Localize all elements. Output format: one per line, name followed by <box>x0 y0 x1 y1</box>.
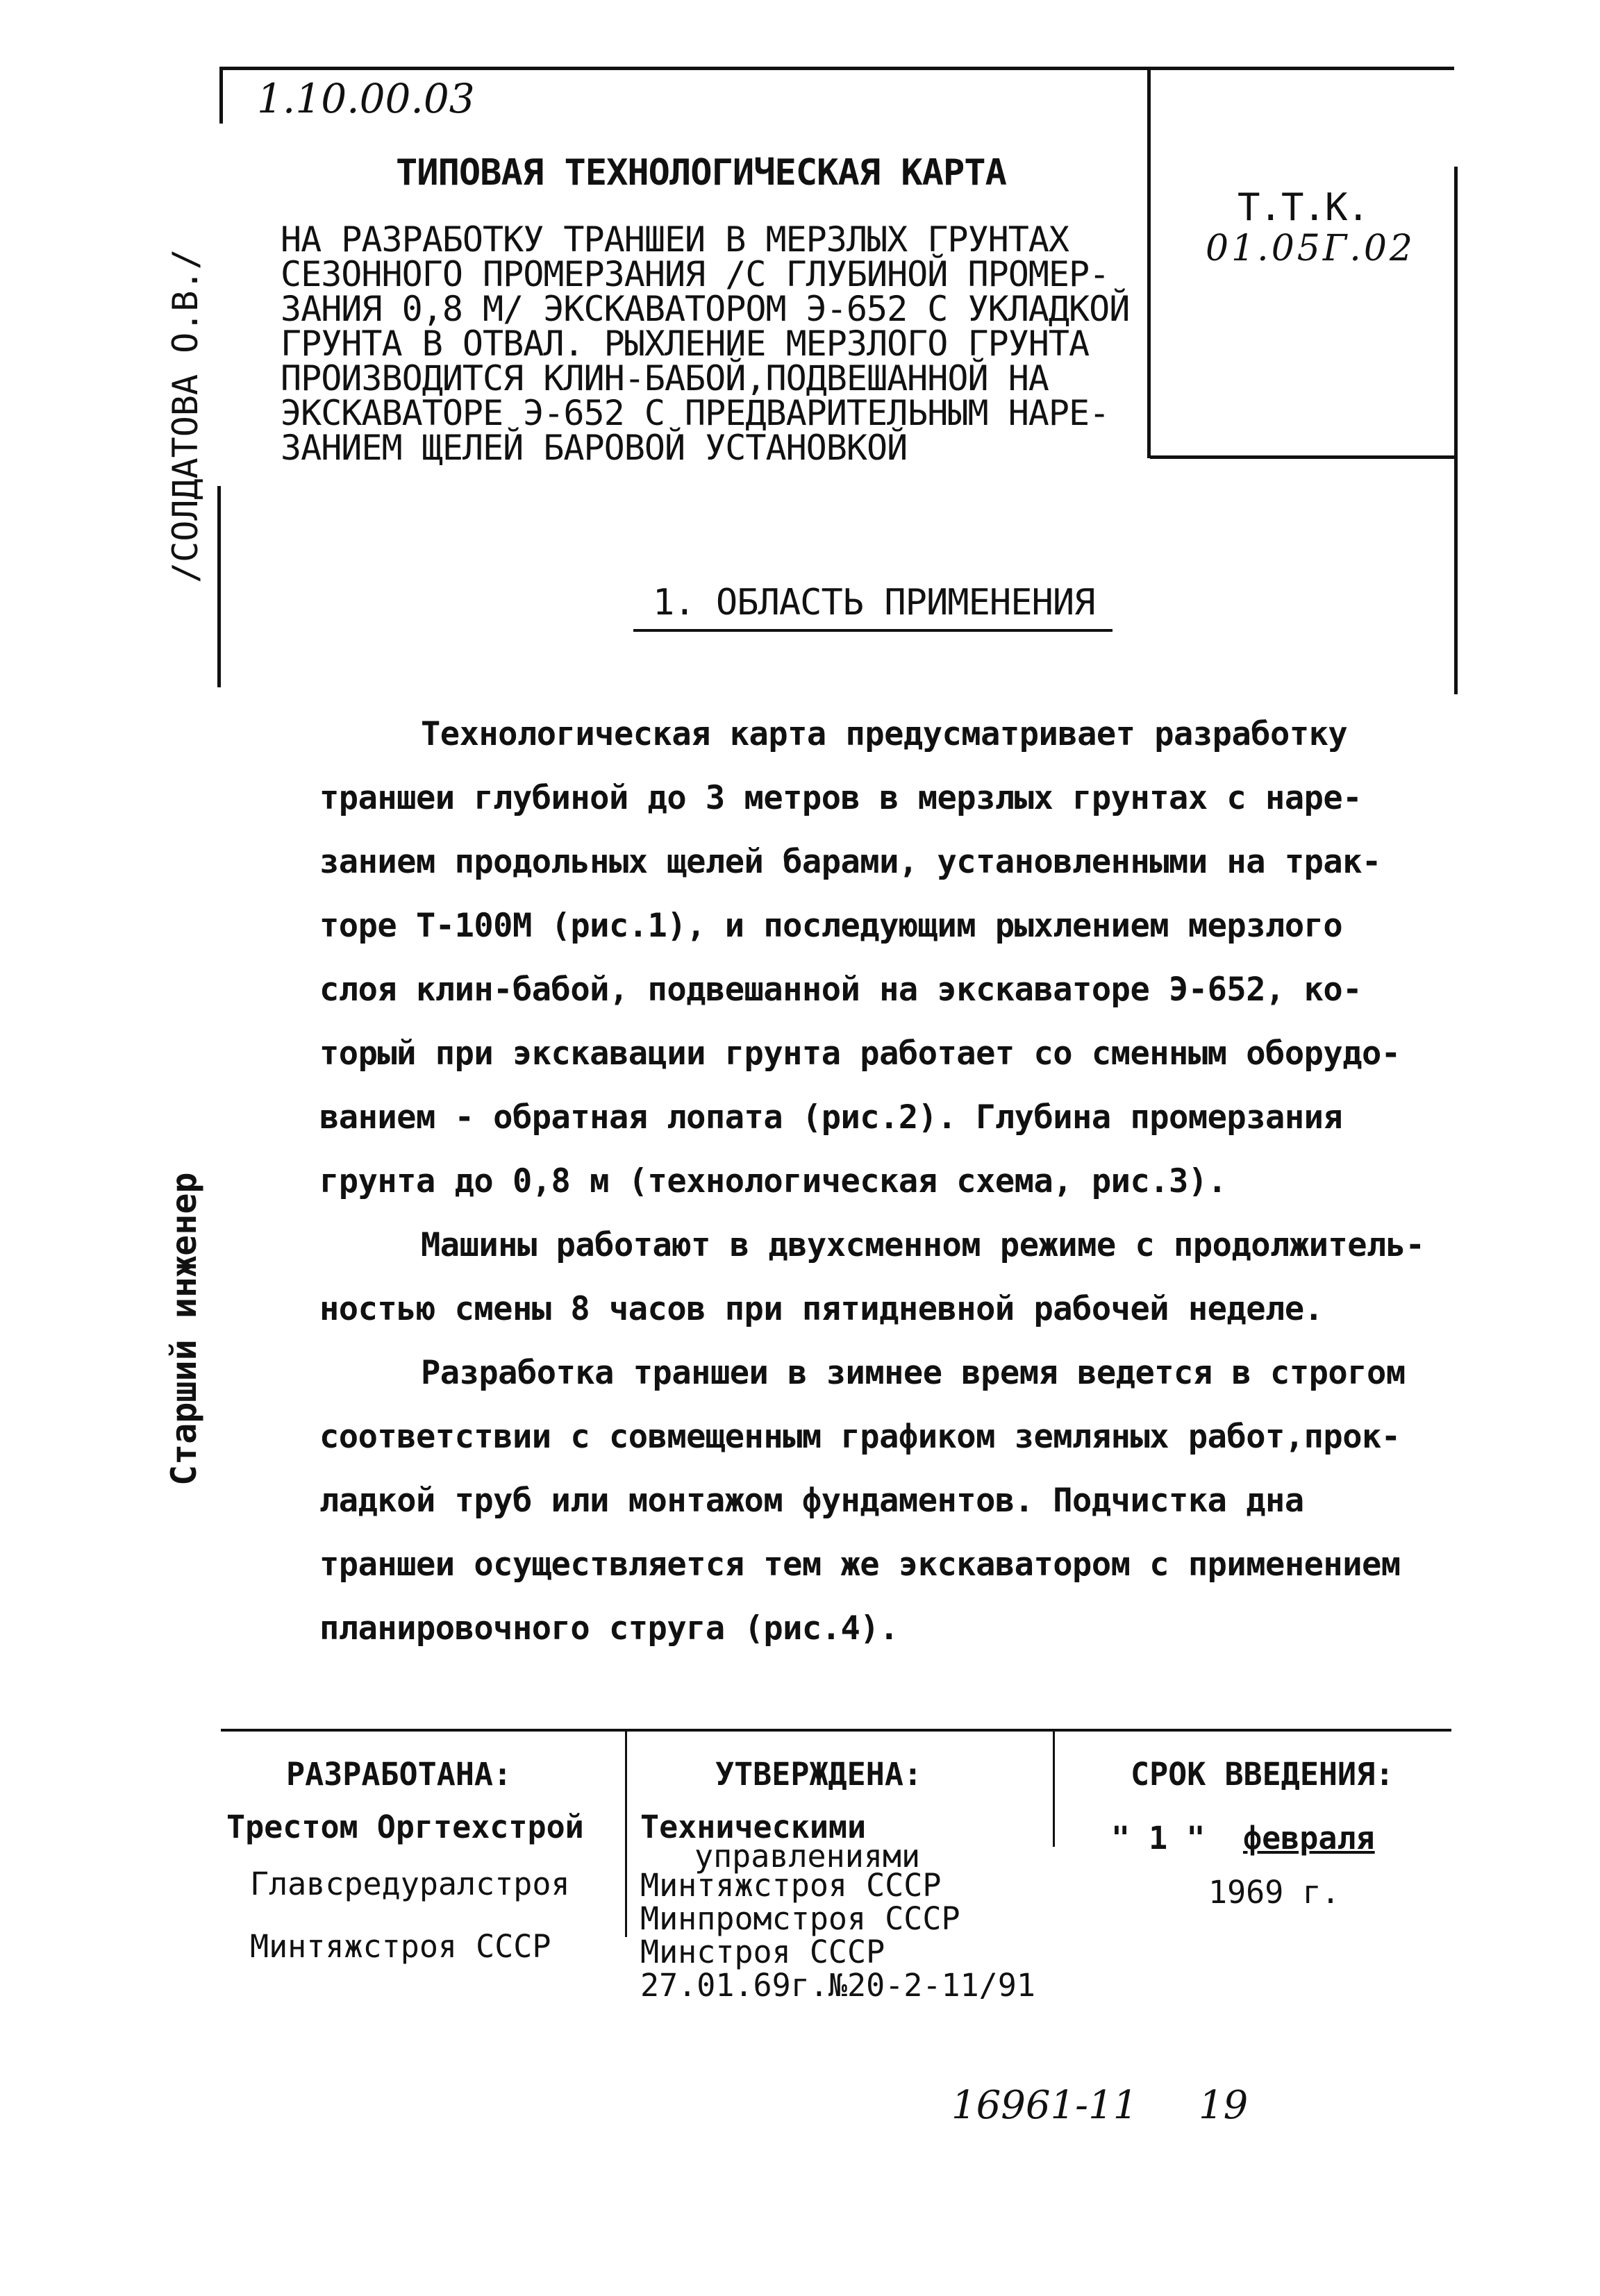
frame-right-line <box>1454 167 1458 694</box>
effective-month: февраля <box>1243 1820 1375 1857</box>
approved-line-6: 27.01.69г.№20-2-11/91 <box>640 1967 1035 2004</box>
title-main: ТИПОВАЯ ТЕХНОЛОГИЧЕСКАЯ КАРТА <box>396 152 1006 194</box>
effective-label: СРОК ВВЕДЕНИЯ: <box>1131 1756 1394 1793</box>
title-line-1: НА РАЗРАБОТКУ ТРАНШЕИ В МЕРЗЛЫХ ГРУНТАХ <box>281 219 1069 260</box>
page-ref-number: 19 <box>1199 2083 1249 2128</box>
developed-line-3: Минтяжстроя СССР <box>250 1928 551 1965</box>
approved-line-5: Минстроя СССР <box>640 1934 885 1970</box>
section-heading: 1. ОБЛАСТЬ ПРИМЕНЕНИЯ <box>653 582 1095 623</box>
title-line-3: ЗАНИЯ 0,8 М/ ЭКСКАВАТОРОМ Э-652 С УКЛАДКОЙ <box>281 289 1130 329</box>
body-line-15: планировочного струга (рис.4). <box>319 1609 899 1648</box>
body-line-1: Технологическая карта предусматривает разработку <box>421 715 1348 753</box>
section-heading-underline <box>633 629 1112 632</box>
footer-divider-1 <box>625 1729 627 1937</box>
body-line-8: грунта до 0,8 м (технологическая схема, рис.3). <box>319 1162 1227 1200</box>
footer-divider-2 <box>1053 1729 1055 1847</box>
body-line-5: слоя клин-бабой, подвешанной на экскаваторе Э-652, ко- <box>319 971 1362 1009</box>
body-line-11: Разработка траншеи в зимнее время ведется в строгом <box>421 1354 1406 1392</box>
side-role: Старший инженер <box>164 1172 204 1486</box>
frame-mid-line <box>1147 69 1151 458</box>
body-line-7: ванием - обратная лопата (рис.2). Глубина промерзания <box>319 1098 1343 1137</box>
title-line-2: СЕЗОННОГО ПРОМЕРЗАНИЯ /С ГЛУБИНОЙ ПРОМЕР- <box>281 254 1110 294</box>
effective-year: 1969 г. <box>1208 1874 1340 1911</box>
side-author: /СОЛДАТОВА О.В./ <box>165 249 206 583</box>
ttk-box-bottom-line <box>1150 455 1456 459</box>
body-line-14: траншеи осуществляется тем же экскаватором с применением <box>319 1545 1401 1584</box>
body-line-2: траншеи глубиной до 3 метров в мерзлых грунтах с наре- <box>319 779 1362 817</box>
approved-line-4: Минпромстроя СССР <box>640 1900 960 1937</box>
footer-top-line <box>221 1729 1451 1732</box>
body-line-3: занием продольных щелей барами, установленными на трак- <box>319 843 1381 881</box>
frame-top-line <box>221 67 1454 70</box>
title-line-4: ГРУНТА В ОТВАЛ. РЫХЛЕНИЕ МЕРЗЛОГО ГРУНТА <box>281 324 1090 364</box>
doc-code: 1.10.00.03 <box>257 75 475 122</box>
approved-line-3: Минтяжстроя СССР <box>640 1867 942 1904</box>
approved-line-2: управлениями <box>694 1838 921 1875</box>
body-line-12: соответствии с совмещенным графиком земляных работ,прок- <box>319 1418 1401 1456</box>
body-line-10: ностью смены 8 часов при пятидневной рабочей неделе. <box>319 1290 1324 1328</box>
body-line-13: ладкой труб или монтажом фундаментов. Подчистка дна <box>319 1482 1304 1520</box>
developed-line-2: Главсредуралстроя <box>250 1866 570 1902</box>
developed-label: РАЗРАБОТАНА: <box>286 1756 512 1793</box>
effective-day: " 1 " <box>1111 1820 1206 1857</box>
ttk-number: 01.05Г.02 <box>1206 228 1415 269</box>
title-line-6: ЭКСКАВАТОРЕ Э-652 С ПРЕДВАРИТЕЛЬНЫМ НАРЕ- <box>281 393 1110 433</box>
body-line-4: торе Т-100М (рис.1), и последующим рыхлением мерзлого <box>319 907 1343 945</box>
frame-left-line <box>219 67 223 124</box>
approved-line-1: Техническими <box>640 1809 867 1845</box>
title-line-5: ПРОИЗВОДИТСЯ КЛИН-БАБОЙ,ПОДВЕШАННОЙ НА <box>281 358 1049 399</box>
title-line-7: ЗАНИЕМ ЩЕЛЕЙ БАРОВОЙ УСТАНОВКОЙ <box>281 428 908 468</box>
approved-label: УТВЕРЖДЕНА: <box>715 1756 923 1793</box>
page-ref-code: 16961-11 <box>951 2083 1138 2128</box>
body-line-6: торый при экскавации грунта работает со сменным оборудо- <box>319 1034 1401 1073</box>
frame-left-side-line <box>217 486 221 687</box>
ttk-label: Т.Т.К. <box>1238 185 1369 229</box>
body-line-9: Машины работают в двухсменном режиме с продолжитель- <box>421 1226 1425 1264</box>
developed-line-1: Трестом Оргтехстрой <box>226 1809 584 1845</box>
